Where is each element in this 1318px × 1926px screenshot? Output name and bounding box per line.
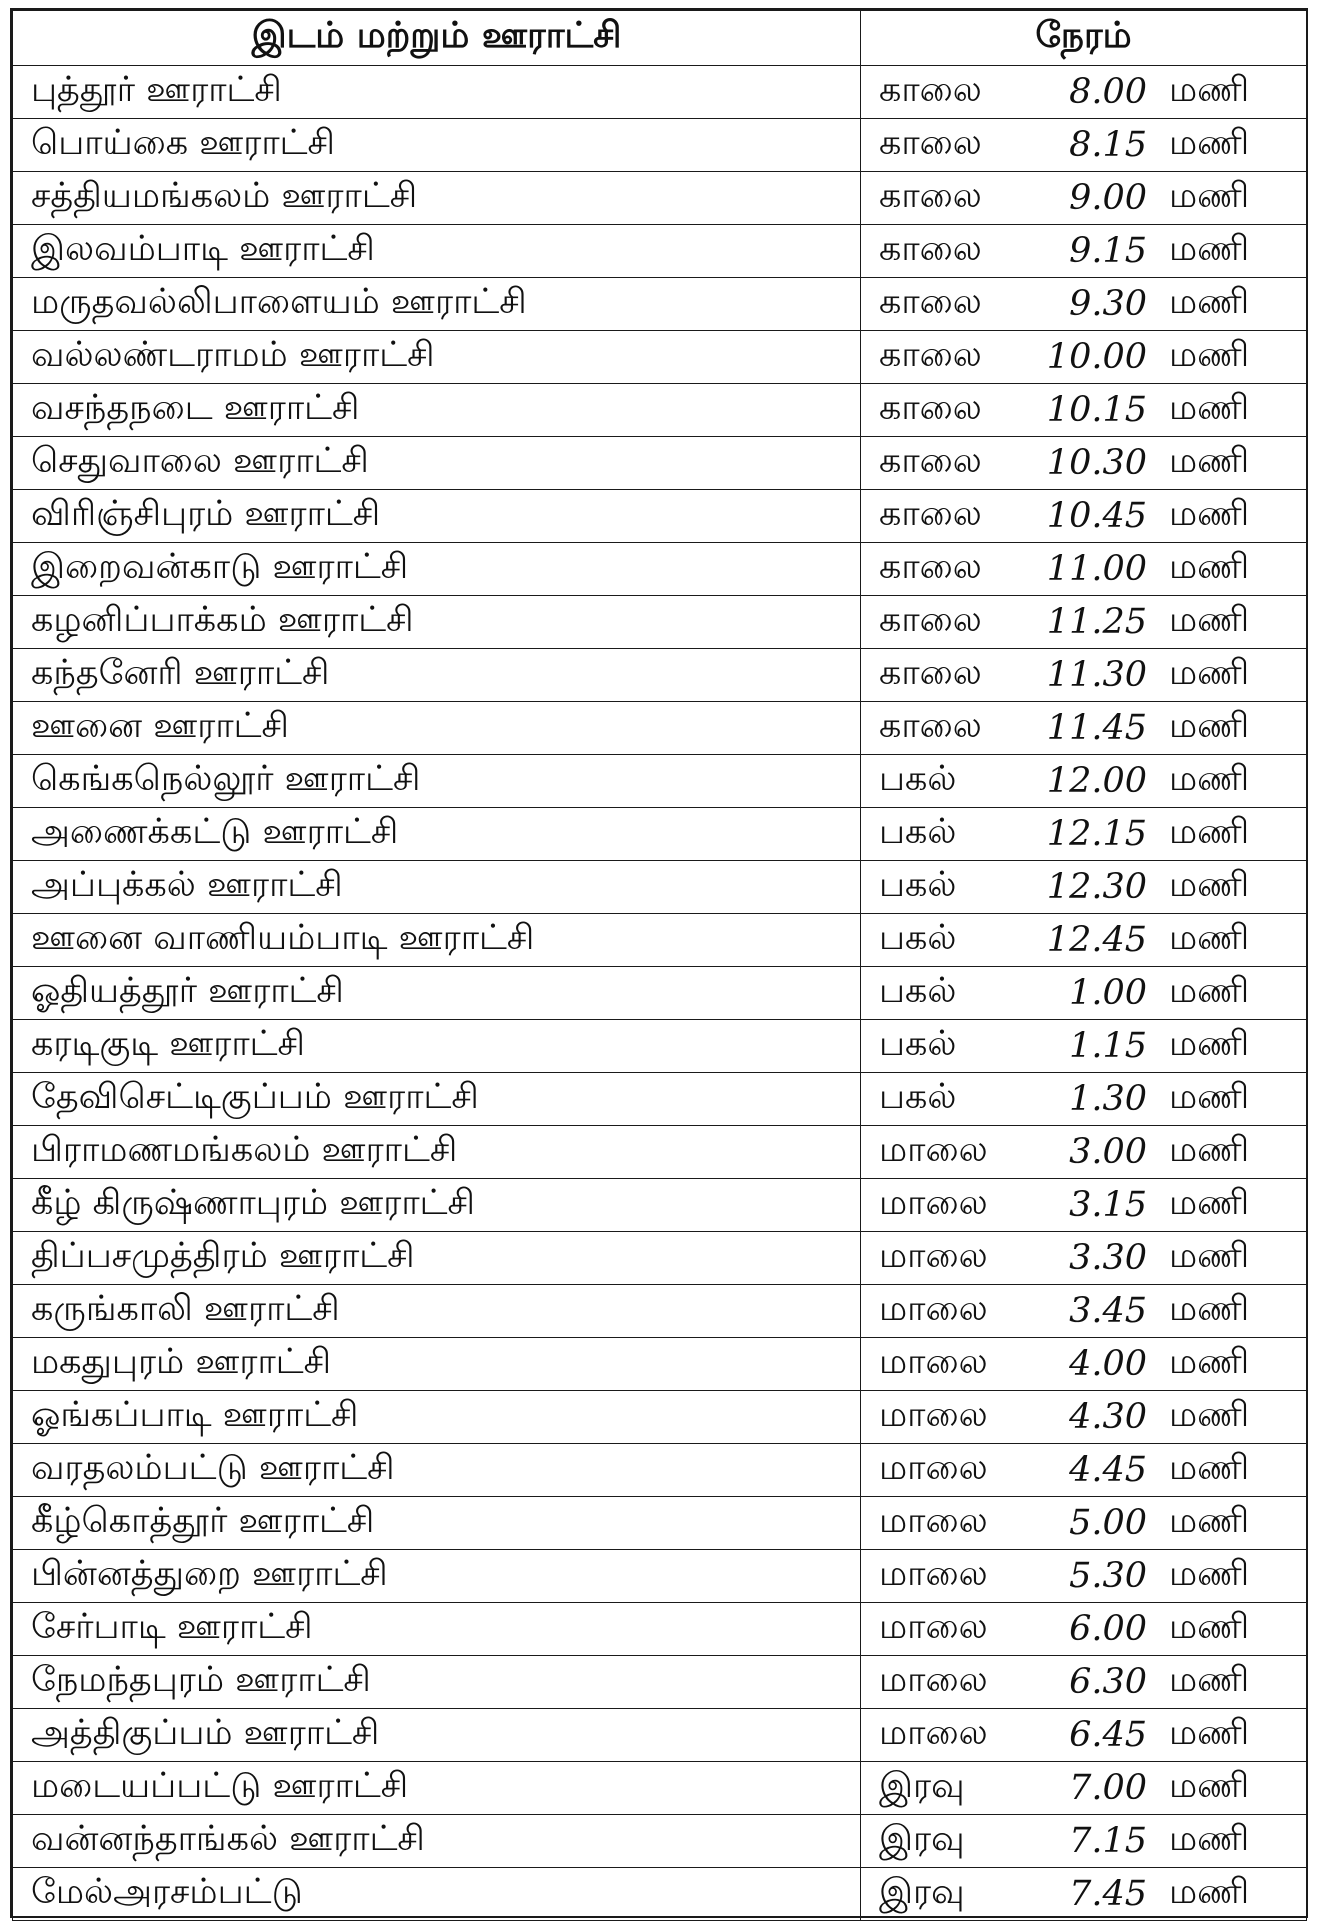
table-row	[13, 119, 1307, 172]
place-cell: வரதலம்பட்டு ஊராட்சி	[13, 1444, 861, 1497]
place-cell: மேல்அரசம்பட்டு	[13, 1868, 861, 1921]
time-clock: 4.45	[1069, 1450, 1147, 1490]
time-period: பகல்	[879, 1077, 957, 1117]
table-row	[13, 225, 1307, 278]
time-cell	[861, 1073, 1307, 1126]
table-row	[13, 1179, 1307, 1232]
table-row	[13, 437, 1307, 490]
time-clock: 6.00	[1069, 1609, 1147, 1649]
table-row	[13, 1232, 1307, 1285]
time-value	[879, 123, 1288, 167]
time-cell	[861, 1603, 1307, 1656]
time-period: காலை	[879, 229, 982, 269]
time-value	[879, 1713, 1288, 1757]
time-cell	[861, 437, 1307, 490]
time-period: மாலை	[879, 1448, 988, 1488]
time-unit: மணி	[1169, 441, 1250, 481]
table-row	[13, 1497, 1307, 1550]
table-row	[13, 1338, 1307, 1391]
time-clock: 5.00	[1069, 1503, 1147, 1543]
table-row	[13, 331, 1307, 384]
time-value	[879, 1130, 1288, 1174]
time-period: மாலை	[879, 1554, 988, 1594]
time-value	[879, 1501, 1288, 1545]
time-value	[879, 1554, 1288, 1598]
table-row	[13, 702, 1307, 755]
schedule-sheet	[10, 8, 1308, 1918]
time-value	[879, 1819, 1288, 1863]
time-value	[879, 547, 1288, 591]
table-row	[13, 967, 1307, 1020]
place-cell: வசந்தநடை ஊராட்சி	[13, 384, 861, 437]
time-value	[879, 1872, 1288, 1916]
time-cell	[861, 66, 1307, 119]
place-cell: மடையப்பட்டு ஊராட்சி	[13, 1762, 861, 1815]
time-value	[879, 494, 1288, 538]
time-unit: மணி	[1169, 1607, 1250, 1647]
time-clock: 4.30	[1069, 1397, 1147, 1437]
time-cell	[861, 1232, 1307, 1285]
time-value	[879, 918, 1288, 962]
time-unit: மணி	[1169, 600, 1250, 640]
time-value	[879, 1024, 1288, 1068]
place-cell: பொய்கை ஊராட்சி	[13, 119, 861, 172]
time-clock: 3.30	[1069, 1238, 1147, 1278]
place-cell: தேவிசெட்டிகுப்பம் ஊராட்சி	[13, 1073, 861, 1126]
time-cell	[861, 1179, 1307, 1232]
place-cell: கழனிப்பாக்கம் ஊராட்சி	[13, 596, 861, 649]
time-cell	[861, 1285, 1307, 1338]
time-unit: மணி	[1169, 229, 1250, 269]
time-unit: மணி	[1169, 1660, 1250, 1700]
time-unit: மணி	[1169, 653, 1250, 693]
place-cell: கீழ் கிருஷ்ணாபுரம் ஊராட்சி	[13, 1179, 861, 1232]
time-period: மாலை	[879, 1130, 988, 1170]
time-unit: மணி	[1169, 70, 1250, 110]
time-period: மாலை	[879, 1289, 988, 1329]
time-value	[879, 229, 1288, 273]
time-period: பகல்	[879, 865, 957, 905]
time-clock: 8.15	[1069, 125, 1147, 165]
time-clock: 3.45	[1069, 1291, 1147, 1331]
time-cell	[861, 808, 1307, 861]
time-clock: 9.30	[1069, 284, 1147, 324]
time-cell	[861, 119, 1307, 172]
time-clock: 11.45	[1046, 708, 1147, 748]
time-period: காலை	[879, 600, 982, 640]
table-row	[13, 1126, 1307, 1179]
place-cell: சேர்பாடி ஊராட்சி	[13, 1603, 861, 1656]
time-clock: 1.15	[1069, 1026, 1147, 1066]
table-row	[13, 914, 1307, 967]
time-value	[879, 759, 1288, 803]
place-cell: விரிஞ்சிபுரம் ஊராட்சி	[13, 490, 861, 543]
time-period: காலை	[879, 176, 982, 216]
time-period: காலை	[879, 282, 982, 322]
time-period: இரவு	[879, 1872, 965, 1912]
place-cell: நேமந்தபுரம் ஊராட்சி	[13, 1656, 861, 1709]
table-row	[13, 1285, 1307, 1338]
table-row	[13, 1868, 1307, 1921]
time-cell	[861, 331, 1307, 384]
place-column-header: இடம் மற்றும் ஊராட்சி	[13, 11, 861, 66]
table-row	[13, 649, 1307, 702]
place-cell: அப்புக்கல் ஊராட்சி	[13, 861, 861, 914]
time-period: காலை	[879, 335, 982, 375]
time-clock: 10.30	[1046, 443, 1147, 483]
place-cell: கெங்கநெல்லூர் ஊராட்சி	[13, 755, 861, 808]
time-clock: 1.00	[1069, 973, 1147, 1013]
time-cell	[861, 225, 1307, 278]
time-value	[879, 1289, 1288, 1333]
time-period: காலை	[879, 388, 982, 428]
time-cell	[861, 1020, 1307, 1073]
time-value	[879, 176, 1288, 220]
place-cell: பின்னத்துறை ஊராட்சி	[13, 1550, 861, 1603]
table-row	[13, 384, 1307, 437]
time-unit: மணி	[1169, 123, 1250, 163]
time-value	[879, 1342, 1288, 1386]
time-unit: மணி	[1169, 388, 1250, 428]
time-clock: 12.15	[1046, 814, 1147, 854]
time-cell	[861, 1709, 1307, 1762]
place-cell: இலவம்பாடி ஊராட்சி	[13, 225, 861, 278]
time-unit: மணி	[1169, 971, 1250, 1011]
time-cell	[861, 1815, 1307, 1868]
place-cell: ஊனை வாணியம்பாடி ஊராட்சி	[13, 914, 861, 967]
table-row	[13, 808, 1307, 861]
time-cell	[861, 490, 1307, 543]
place-cell: மருதவல்லிபாளையம் ஊராட்சி	[13, 278, 861, 331]
time-period: காலை	[879, 123, 982, 163]
time-clock: 10.45	[1046, 496, 1147, 536]
time-unit: மணி	[1169, 1077, 1250, 1117]
time-unit: மணி	[1169, 1342, 1250, 1382]
time-clock: 7.00	[1069, 1768, 1147, 1808]
place-cell: கரடிகுடி ஊராட்சி	[13, 1020, 861, 1073]
time-cell	[861, 649, 1307, 702]
time-value	[879, 971, 1288, 1015]
table-row	[13, 755, 1307, 808]
place-cell: சத்தியமங்கலம் ஊராட்சி	[13, 172, 861, 225]
time-period: மாலை	[879, 1713, 988, 1753]
time-value	[879, 335, 1288, 379]
time-clock: 6.30	[1069, 1662, 1147, 1702]
time-period: காலை	[879, 547, 982, 587]
time-unit: மணி	[1169, 1289, 1250, 1329]
table-row	[13, 1073, 1307, 1126]
time-period: மாலை	[879, 1660, 988, 1700]
table-row	[13, 1444, 1307, 1497]
table-row	[13, 1603, 1307, 1656]
time-period: மாலை	[879, 1236, 988, 1276]
time-unit: மணி	[1169, 918, 1250, 958]
time-unit: மணி	[1169, 812, 1250, 852]
table-row	[13, 172, 1307, 225]
time-cell	[861, 1497, 1307, 1550]
time-period: காலை	[879, 653, 982, 693]
table-row	[13, 1656, 1307, 1709]
time-unit: மணி	[1169, 1236, 1250, 1276]
time-period: மாலை	[879, 1183, 988, 1223]
time-unit: மணி	[1169, 759, 1250, 799]
time-cell	[861, 702, 1307, 755]
time-unit: மணி	[1169, 176, 1250, 216]
place-cell: அணைக்கட்டு ஊராட்சி	[13, 808, 861, 861]
time-value	[879, 388, 1288, 432]
place-cell: ஓங்கப்பாடி ஊராட்சி	[13, 1391, 861, 1444]
time-cell	[861, 278, 1307, 331]
time-value	[879, 282, 1288, 326]
time-period: காலை	[879, 70, 982, 110]
time-value	[879, 1236, 1288, 1280]
time-value	[879, 1607, 1288, 1651]
time-clock: 3.00	[1069, 1132, 1147, 1172]
schedule-table	[12, 10, 1307, 1921]
table-row	[13, 1391, 1307, 1444]
time-cell	[861, 596, 1307, 649]
time-clock: 11.00	[1046, 549, 1147, 589]
header-row	[13, 11, 1307, 66]
place-cell: கந்தனேரி ஊராட்சி	[13, 649, 861, 702]
time-cell	[861, 543, 1307, 596]
time-value	[879, 1183, 1288, 1227]
place-cell: ஓதியத்தூர் ஊராட்சி	[13, 967, 861, 1020]
time-period: பகல்	[879, 1024, 957, 1064]
time-cell	[861, 1391, 1307, 1444]
time-unit: மணி	[1169, 1501, 1250, 1541]
time-value	[879, 441, 1288, 485]
place-cell: அத்திகுப்பம் ஊராட்சி	[13, 1709, 861, 1762]
time-clock: 7.45	[1069, 1874, 1147, 1914]
time-unit: மணி	[1169, 706, 1250, 746]
table-row	[13, 1762, 1307, 1815]
table-row	[13, 596, 1307, 649]
place-cell: பிராமணமங்கலம் ஊராட்சி	[13, 1126, 861, 1179]
time-unit: மணி	[1169, 1183, 1250, 1223]
table-row	[13, 1815, 1307, 1868]
table-row	[13, 1550, 1307, 1603]
time-cell	[861, 967, 1307, 1020]
time-clock: 9.00	[1069, 178, 1147, 218]
time-value	[879, 1448, 1288, 1492]
time-unit: மணி	[1169, 547, 1250, 587]
time-clock: 10.15	[1046, 390, 1147, 430]
time-value	[879, 865, 1288, 909]
place-cell: வன்னந்தாங்கல் ஊராட்சி	[13, 1815, 861, 1868]
time-value	[879, 706, 1288, 750]
place-cell: மகதுபுரம் ஊராட்சி	[13, 1338, 861, 1391]
time-value	[879, 653, 1288, 697]
time-period: பகல்	[879, 812, 957, 852]
time-unit: மணி	[1169, 1766, 1250, 1806]
time-period: காலை	[879, 441, 982, 481]
time-cell	[861, 1444, 1307, 1497]
time-period: காலை	[879, 706, 982, 746]
time-period: மாலை	[879, 1501, 988, 1541]
time-clock: 7.15	[1069, 1821, 1147, 1861]
time-cell	[861, 172, 1307, 225]
time-unit: மணி	[1169, 1713, 1250, 1753]
time-unit: மணி	[1169, 1819, 1250, 1859]
place-cell: ஊனை ஊராட்சி	[13, 702, 861, 755]
time-unit: மணி	[1169, 1448, 1250, 1488]
time-unit: மணி	[1169, 1872, 1250, 1912]
place-cell: இறைவன்காடு ஊராட்சி	[13, 543, 861, 596]
schedule-rows	[13, 66, 1307, 1921]
time-cell	[861, 755, 1307, 808]
place-cell: கீழ்கொத்தூர் ஊராட்சி	[13, 1497, 861, 1550]
time-period: மாலை	[879, 1395, 988, 1435]
place-cell: புத்தூர் ஊராட்சி	[13, 66, 861, 119]
time-value	[879, 600, 1288, 644]
time-period: மாலை	[879, 1342, 988, 1382]
time-period: பகல்	[879, 918, 957, 958]
time-cell	[861, 914, 1307, 967]
time-clock: 5.30	[1069, 1556, 1147, 1596]
time-value	[879, 1077, 1288, 1121]
time-cell	[861, 861, 1307, 914]
place-cell: செதுவாலை ஊராட்சி	[13, 437, 861, 490]
time-period: பகல்	[879, 759, 957, 799]
time-clock: 12.00	[1046, 761, 1147, 801]
time-clock: 11.30	[1046, 655, 1147, 695]
time-clock: 6.45	[1069, 1715, 1147, 1755]
time-period: இரவு	[879, 1766, 965, 1806]
time-value	[879, 1766, 1288, 1810]
time-column-header: நேரம்	[861, 11, 1307, 66]
time-cell	[861, 384, 1307, 437]
time-period: காலை	[879, 494, 982, 534]
place-cell: வல்லண்டராமம் ஊராட்சி	[13, 331, 861, 384]
time-cell	[861, 1868, 1307, 1921]
time-unit: மணி	[1169, 1395, 1250, 1435]
time-clock: 9.15	[1069, 231, 1147, 271]
time-period: இரவு	[879, 1819, 965, 1859]
time-clock: 11.25	[1046, 602, 1147, 642]
time-cell	[861, 1762, 1307, 1815]
time-clock: 4.00	[1069, 1344, 1147, 1384]
place-cell: திப்பசமுத்திரம் ஊராட்சி	[13, 1232, 861, 1285]
time-value	[879, 812, 1288, 856]
table-row	[13, 543, 1307, 596]
table-row	[13, 278, 1307, 331]
time-clock: 10.00	[1046, 337, 1147, 377]
time-clock: 8.00	[1069, 72, 1147, 112]
time-clock: 12.45	[1046, 920, 1147, 960]
time-cell	[861, 1550, 1307, 1603]
table-row	[13, 66, 1307, 119]
time-value	[879, 1660, 1288, 1704]
time-unit: மணி	[1169, 335, 1250, 375]
time-clock: 12.30	[1046, 867, 1147, 907]
time-unit: மணி	[1169, 1024, 1250, 1064]
time-cell	[861, 1338, 1307, 1391]
time-unit: மணி	[1169, 494, 1250, 534]
time-value	[879, 70, 1288, 114]
time-unit: மணி	[1169, 282, 1250, 322]
table-row	[13, 490, 1307, 543]
time-period: மாலை	[879, 1607, 988, 1647]
time-unit: மணி	[1169, 865, 1250, 905]
time-cell	[861, 1126, 1307, 1179]
table-row	[13, 861, 1307, 914]
table-row	[13, 1709, 1307, 1762]
place-cell: கருங்காலி ஊராட்சி	[13, 1285, 861, 1338]
time-unit: மணி	[1169, 1554, 1250, 1594]
table-row	[13, 1020, 1307, 1073]
time-period: பகல்	[879, 971, 957, 1011]
time-clock: 3.15	[1069, 1185, 1147, 1225]
time-clock: 1.30	[1069, 1079, 1147, 1119]
time-unit: மணி	[1169, 1130, 1250, 1170]
time-value	[879, 1395, 1288, 1439]
time-cell	[861, 1656, 1307, 1709]
